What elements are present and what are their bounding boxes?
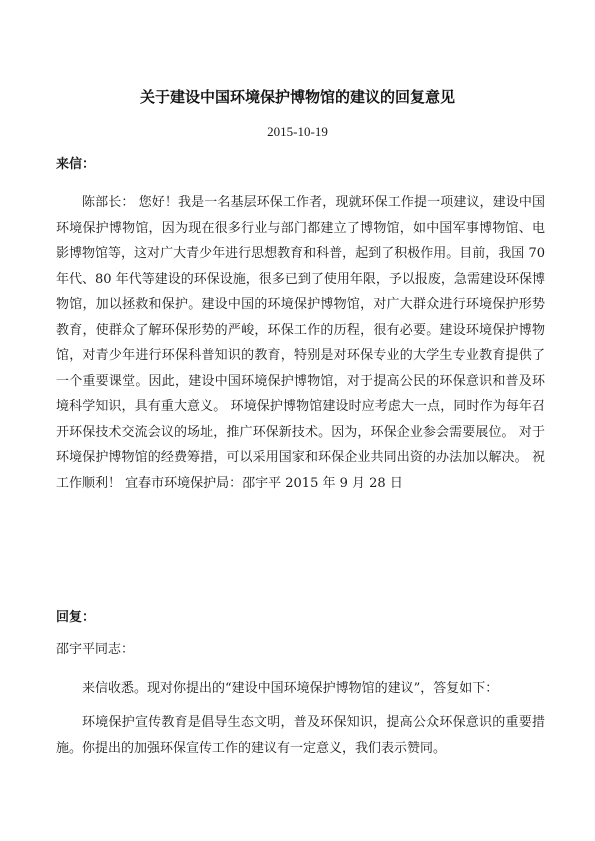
reply-heading: 回复： — [56, 610, 96, 625]
letter-heading: 来信： — [56, 157, 96, 172]
reply-salutation: 邵宇平同志： — [56, 642, 135, 657]
document-title: 关于建设中国环境保护博物馆的建议的回复意见 — [139, 88, 455, 106]
reply-paragraph: 来信收悉。现对你提出的“建设中国环境保护博物馆的建议”，答复如下： — [82, 681, 499, 696]
document-date: 2015-10-19 — [267, 124, 328, 139]
letter-body: 陈部长： 您好！我是一名基层环保工作者，现就环保工作提一项建议，建设中国环境保护博物馆，因为现在很多行业与部门都建立了博物馆，如中国军事博物馆、电影博物馆等，这对广大青少年进行思想教育和科普，起到了积极作用。目前，我国 70 年代、80 年代等建设的环保设施，很多已到了使用年限，予以报废，急需建设环保博物馆，加以拯救和保护。建设中国的环境保护博物馆，对广大群众进行环境保护形势教育，使群众了解环保形势的严峻，环保工作的历程，很有必要。建设环境保护博物馆，对青少年进行环保科普知识的教育，特别是对环保专业的大学生专业教育提供了一个重要课堂。因此，建设中国环境保护博物馆，对于提高公民的环保意识和普及环境科学知识，具有重大意义。 环境保护博物馆建设时应考虑大一点，同时作为每年召开环保技术交流会议的场址，推广环保新技术。因为，环保企业参会需要展位。 对于环境保护博物馆的经费筹措，可以采用国家和环保企业共同出资的办法加以解决。 祝工作顺利！ 宜春市环境保护局：邵宇平 2015 年 9 月 28 日 — [56, 195, 545, 491]
reply-paragraph: 环境保护宣传教育是倡导生态文明，普及环保知识，提高公众环保意识的重要措施。你提出的加强环保宣传工作的建议有一定意义，我们表示赞同。 — [56, 715, 545, 756]
